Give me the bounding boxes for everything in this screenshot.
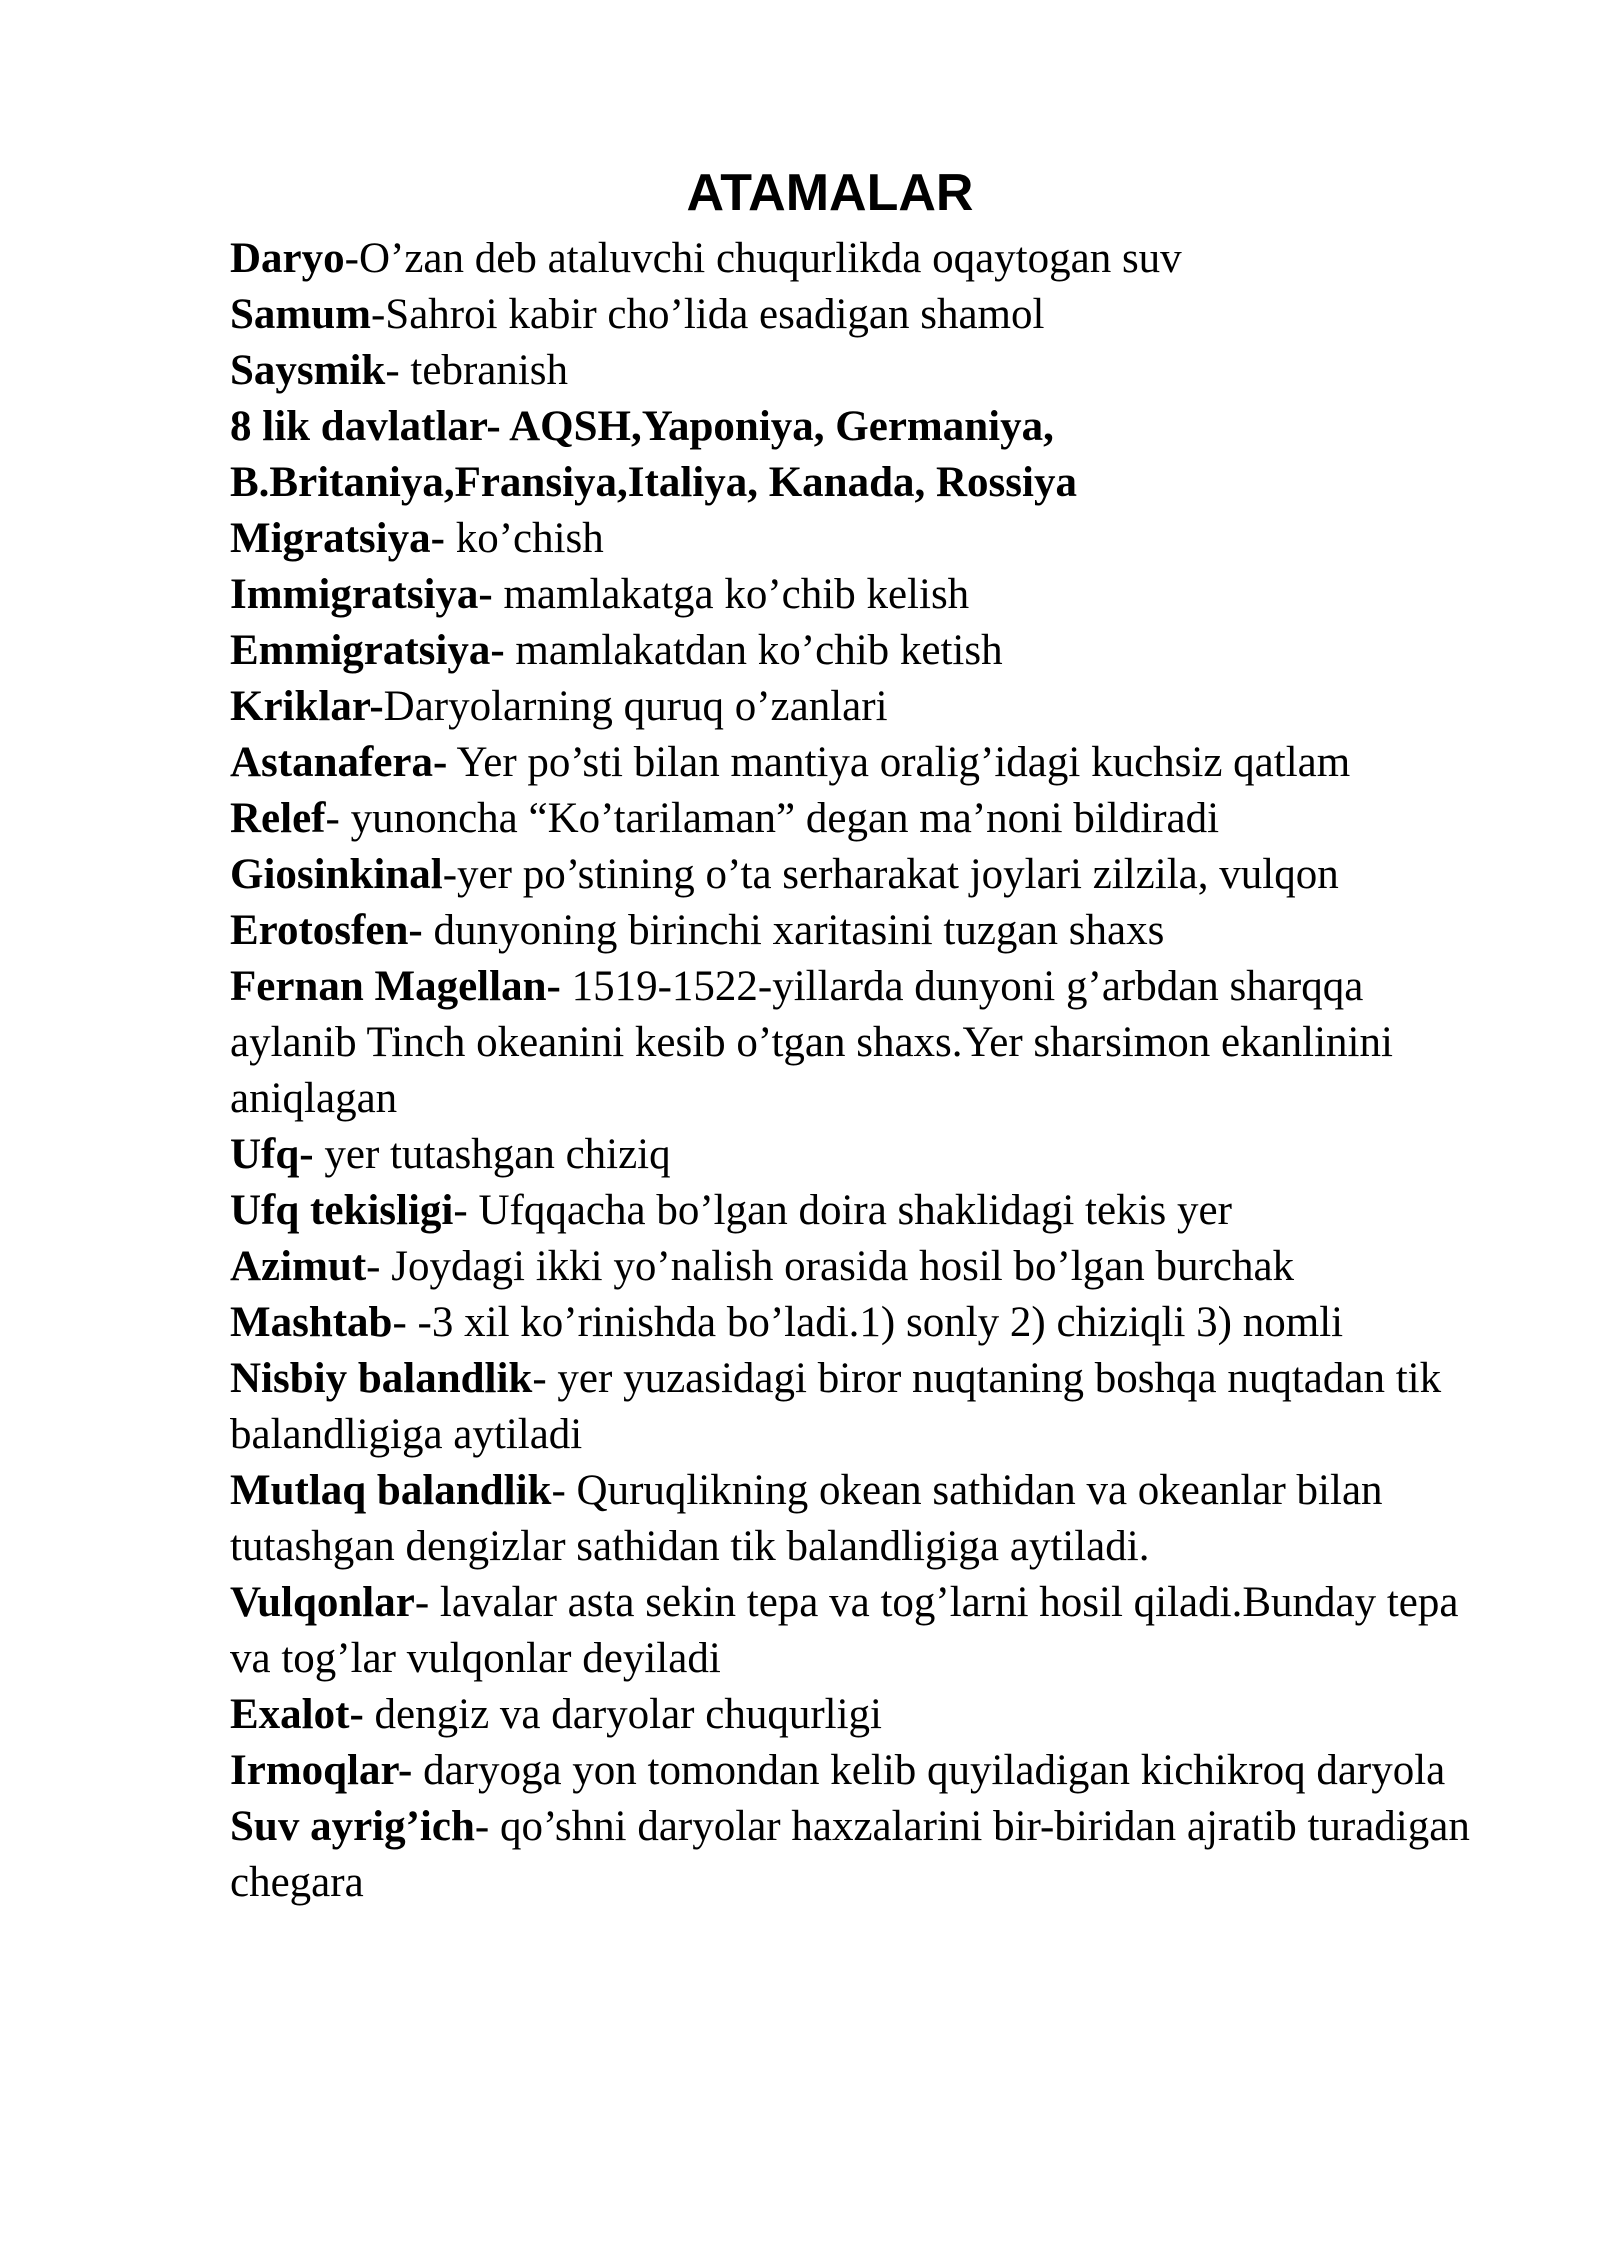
term-separator: -	[392, 1299, 418, 1346]
term-definition: O’zan deb ataluvchi chuqurlikda oqaytogan suv	[358, 235, 1182, 282]
term-separator	[314, 1131, 325, 1178]
term-definition: dengiz va daryolar chuqurligi	[374, 1691, 882, 1738]
term-separator: -	[442, 851, 458, 898]
term-definition: yer tutashgan chiziq	[324, 1131, 671, 1178]
term-name: Kriklar-	[230, 683, 384, 730]
term-entry	[230, 1687, 1500, 1743]
term-entry	[230, 343, 1500, 399]
term-entry	[230, 903, 1500, 959]
term-entry	[230, 1463, 1500, 1575]
term-separator: -	[551, 1467, 577, 1514]
term-separator: -	[532, 1355, 558, 1402]
term-separator: -	[325, 795, 351, 842]
term-separator	[412, 1747, 423, 1794]
term-entry	[230, 791, 1500, 847]
term-name: Fernan Magellan-	[230, 963, 561, 1010]
term-definition: Quruqlikning okean sathidan va okeanlar bilan tutashgan dengizlar sathidan tik balandligiga aytiladi.	[230, 1467, 1383, 1570]
term-entry	[230, 623, 1500, 679]
term-name: Emmigratsiya-	[230, 627, 505, 674]
term-separator: -	[385, 347, 411, 394]
term-name: Immigratsiya-	[230, 571, 493, 618]
term-name: Ufq tekisligi	[230, 1187, 454, 1234]
term-name: Mashtab	[230, 1299, 393, 1346]
term-entry	[230, 959, 1500, 1127]
term-definition: lavalar asta sekin tepa va tog’larni hosil qiladi.Bunday tepa va tog’lar vulqonlar deyiladi	[230, 1579, 1459, 1682]
term-definition: Sahroi kabir cho’lida esadigan shamol	[385, 291, 1045, 338]
term-definition: mamlakatga ko’chib kelish	[503, 571, 970, 618]
term-definition: 1519-1522-yillarda dunyoni g’arbdan sharqqa aylanib Tinch okeanini kesib o’tgan shaxs.Yer sharsimon ekanlinini aniqlagan	[230, 963, 1393, 1122]
term-definition: dunyoning birinchi xaritasini tuzgan shaxs	[433, 907, 1165, 954]
term-definition: Daryolarning quruq o’zanlari	[383, 683, 888, 730]
term-name: Irmoqlar-	[230, 1747, 413, 1794]
term-entry	[230, 1127, 1500, 1183]
term-entry	[230, 1743, 1500, 1799]
term-separator	[447, 739, 456, 786]
term-name: Samum	[230, 291, 371, 338]
term-entry	[230, 679, 1500, 735]
page-title: ATAMALAR	[686, 164, 974, 222]
term-name: Vulqonlar	[230, 1579, 415, 1626]
term-definition: tebranish	[410, 347, 569, 394]
term-entry	[230, 1351, 1500, 1463]
term-separator	[561, 963, 572, 1010]
term-name: Giosinkinal	[230, 851, 443, 898]
term-separator	[445, 515, 456, 562]
term-name: Erotosfen-	[230, 907, 423, 954]
term-name: Saysmik	[230, 347, 386, 394]
term-name: Ufq-	[230, 1131, 314, 1178]
term-definition: -3 xil ko’rinishda bo’ladi.1) sonly 2) chiziqli 3) nomli	[417, 1299, 1344, 1346]
term-separator: -	[453, 1187, 479, 1234]
term-separator: -	[370, 291, 386, 338]
term-entry	[230, 1799, 1500, 1911]
term-definition: yunoncha “Ko’tarilaman” degan ma’noni bildiradi	[350, 795, 1220, 842]
term-definition: Yer po’sti bilan mantiya oralig’idagi kuchsiz qatlam	[456, 739, 1351, 786]
term-definition: ko’chish	[455, 515, 604, 562]
term-name: Mutlaq balandlik	[230, 1467, 552, 1514]
term-entry	[230, 231, 1500, 287]
term-separator	[423, 907, 434, 954]
term-entry	[230, 847, 1500, 903]
term-entry	[230, 511, 1500, 567]
term-name: Astanafera-	[230, 739, 448, 786]
term-definition: Ufqqacha bo’lgan doira shaklidagi tekis yer	[478, 1187, 1232, 1234]
term-entry-bold: 8 lik davlatlar- AQSH,Yaponiya, Germaniya, B.Britaniya,Fransiya,Italiya, Kanada, Rossiya	[230, 403, 1077, 506]
term-name: Suv ayrig’ich	[230, 1803, 475, 1850]
term-separator: -	[414, 1579, 440, 1626]
term-entry	[230, 287, 1500, 343]
term-separator	[505, 627, 516, 674]
term-entry	[230, 1575, 1500, 1687]
term-definition: mamlakatdan ko’chib ketish	[515, 627, 1003, 674]
term-entry	[230, 567, 1500, 623]
term-definition: Joydagi ikki yo’nalish orasida hosil bo’lgan burchak	[391, 1243, 1295, 1290]
term-separator	[493, 571, 504, 618]
term-definition: yer yuzasidagi biror nuqtaning boshqa nuqtadan tik balandligiga aytiladi	[230, 1355, 1442, 1458]
term-definition: yer po’stining o’ta serharakat joylari zilzila, vulqon	[457, 851, 1339, 898]
term-separator	[364, 1691, 375, 1738]
term-definition: daryoga yon tomondan kelib quyiladigan kichikroq daryola	[423, 1747, 1446, 1794]
term-name: Daryo	[230, 235, 345, 282]
term-separator: -	[344, 235, 359, 282]
term-list	[230, 231, 1500, 1911]
term-name: Azimut	[230, 1243, 367, 1290]
term-definition: qo’shni daryolar haxzalarini bir-biridan ajratib turadigan chegara	[230, 1803, 1470, 1906]
term-separator: -	[474, 1803, 500, 1850]
term-entry	[230, 1183, 1500, 1239]
term-name: Migratsiya-	[230, 515, 445, 562]
term-name: Nisbiy balandlik	[230, 1355, 533, 1402]
term-entry	[230, 1295, 1500, 1351]
term-name: Exalot-	[230, 1691, 364, 1738]
term-entry	[230, 735, 1500, 791]
term-name: Relef	[230, 795, 326, 842]
term-separator: -	[366, 1243, 392, 1290]
term-entry	[230, 1239, 1500, 1295]
